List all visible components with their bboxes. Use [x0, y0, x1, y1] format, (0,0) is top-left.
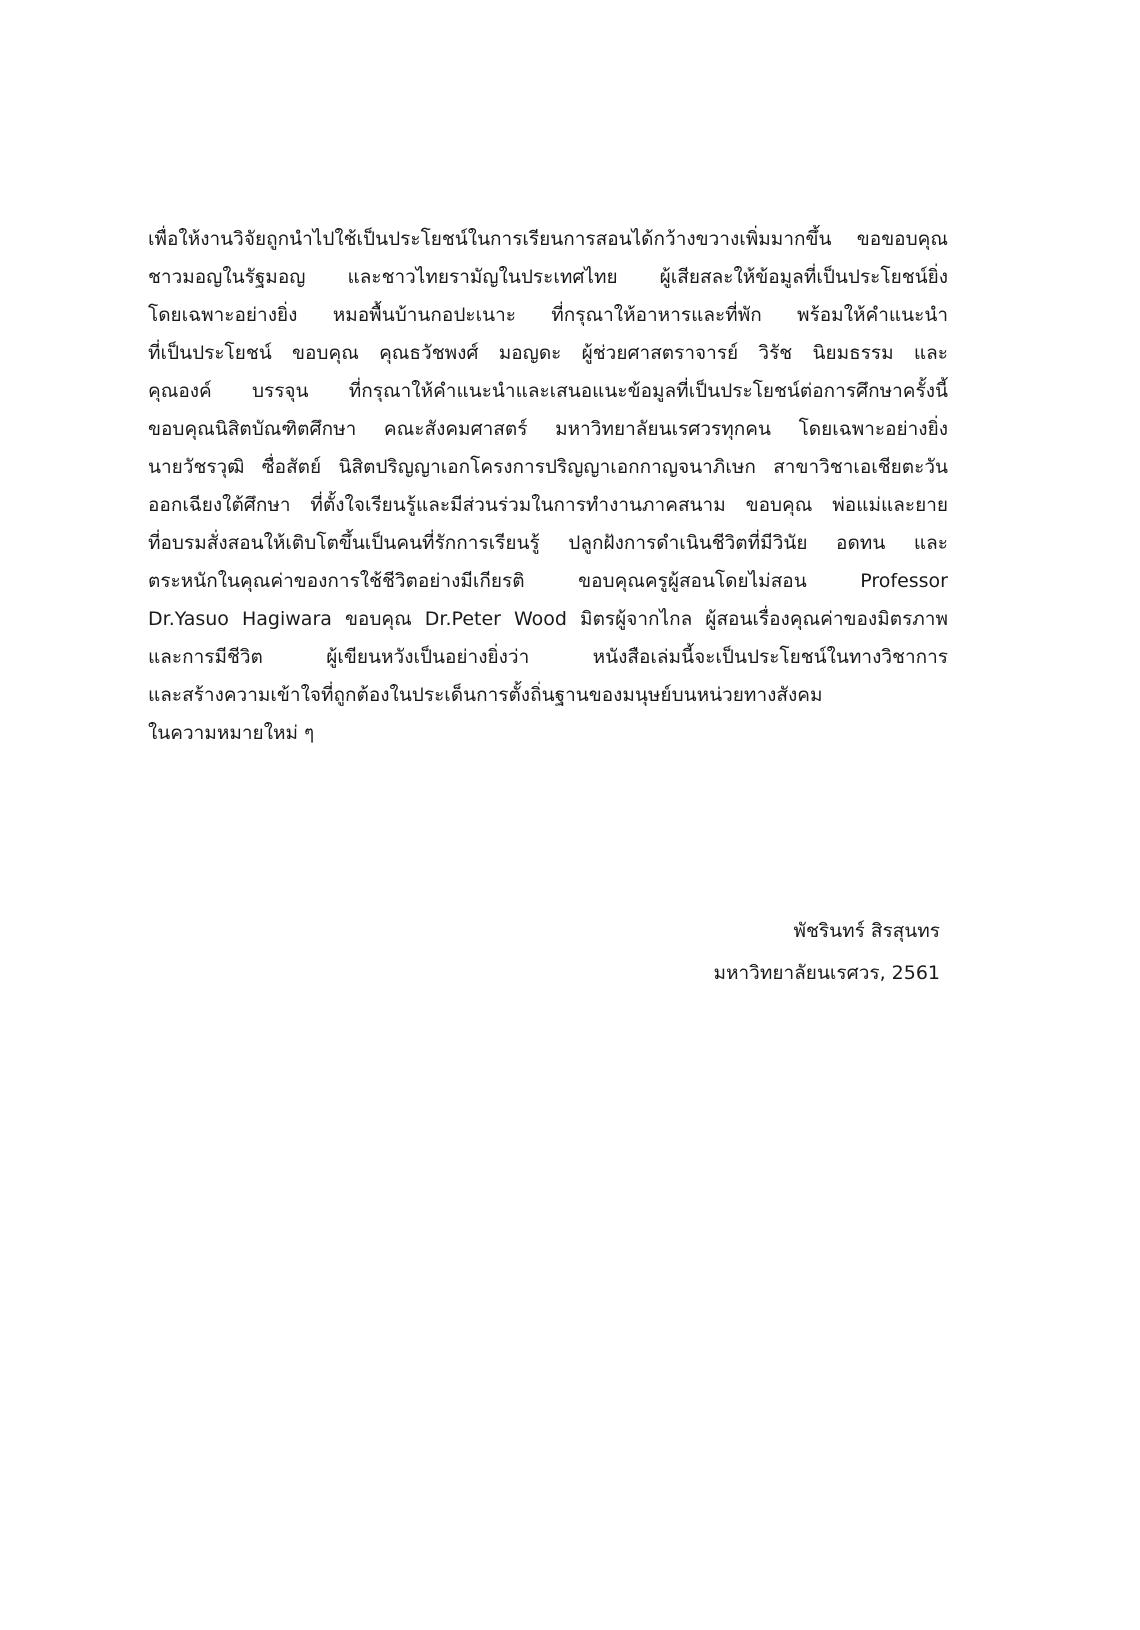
paragraph-line: ที่เป็นประโยชน์ ขอบคุณ คุณธวัชพงศ์ มอญดะ ผู้ช่วยศาสตราจารย์ วิรัช นิยมธรรม และ — [148, 342, 948, 364]
paragraph-line: โดยเฉพาะอย่างยิ่ง หมอพื้นบ้านกอปะเนาะ ที่กรุณาให้อาหารและที่พัก พร้อมให้คำแนะนำ — [148, 304, 948, 326]
paragraph-line: และสร้างความเข้าใจที่ถูกต้องในประเด็นการตั้งถิ่นฐานของมนุษย์บนหน่วยทางสังคม — [148, 684, 823, 706]
acknowledgement-paragraph — [148, 220, 948, 752]
paragraph-line: ออกเฉียงใต้ศึกษา ที่ตั้งใจเรียนรู้และมีส่วนร่วมในการทำงานภาคสนาม ขอบคุณ พ่อแม่และยาย — [148, 494, 948, 516]
author-affiliation-year: มหาวิทยาลัยนเรศวร, 2561 — [713, 962, 940, 984]
paragraph-line: ขอบคุณนิสิตบัณฑิตศึกษา คณะสังคมศาสตร์ มหาวิทยาลัยนเรศวรทุกคน โดยเฉพาะอย่างยิ่ง — [148, 418, 948, 440]
paragraph-line: ในความหมายใหม่ ๆ — [148, 722, 315, 744]
author-name: พัชรินทร์ สิรสุนทร — [793, 920, 940, 942]
paragraph-line: และการมีชีวิต ผู้เขียนหวังเป็นอย่างยิ่งว่า หนังสือเล่มนี้จะเป็นประโยชน์ในทางวิชาการ — [148, 646, 948, 668]
paragraph-line: คุณองค์ บรรจุน ที่กรุณาให้คำแนะนำและเสนอแนะข้อมูลที่เป็นประโยชน์ต่อการศึกษาครั้งนี้ — [148, 380, 948, 402]
paragraph-line: ที่อบรมสั่งสอนให้เติบโตขึ้นเป็นคนที่รักการเรียนรู้ ปลูกฝังการดำเนินชีวิตที่มีวินัย อดทน และ — [148, 532, 948, 554]
signature-block — [713, 910, 940, 994]
paragraph-line: นายวัชรวุฒิ ซื่อสัตย์ นิสิตปริญญาเอกโครงการปริญญาเอกกาญจนาภิเษก สาขาวิชาเอเชียตะวัน — [148, 456, 948, 478]
paragraph-line: ชาวมอญในรัฐมอญ และชาวไทยรามัญในประเทศไทย ผู้เสียสละให้ข้อมูลที่เป็นประโยชน์ยิ่ง — [148, 266, 948, 288]
paragraph-line: ตระหนักในคุณค่าของการใช้ชีวิตอย่างมีเกียรติ ขอบคุณครูผู้สอนโดยไม่สอน Professor — [148, 570, 948, 592]
paragraph-line: เพื่อให้งานวิจัยถูกนำไปใช้เป็นประโยชน์ในการเรียนการสอนได้กว้างขวางเพิ่มมากขึ้น ขอขอบคุณ — [148, 228, 948, 250]
paragraph-line: Dr.Yasuo Hagiwara ขอบคุณ Dr.Peter Wood มิตรผู้จากไกล ผู้สอนเรื่องคุณค่าของมิตรภาพ — [148, 608, 948, 630]
